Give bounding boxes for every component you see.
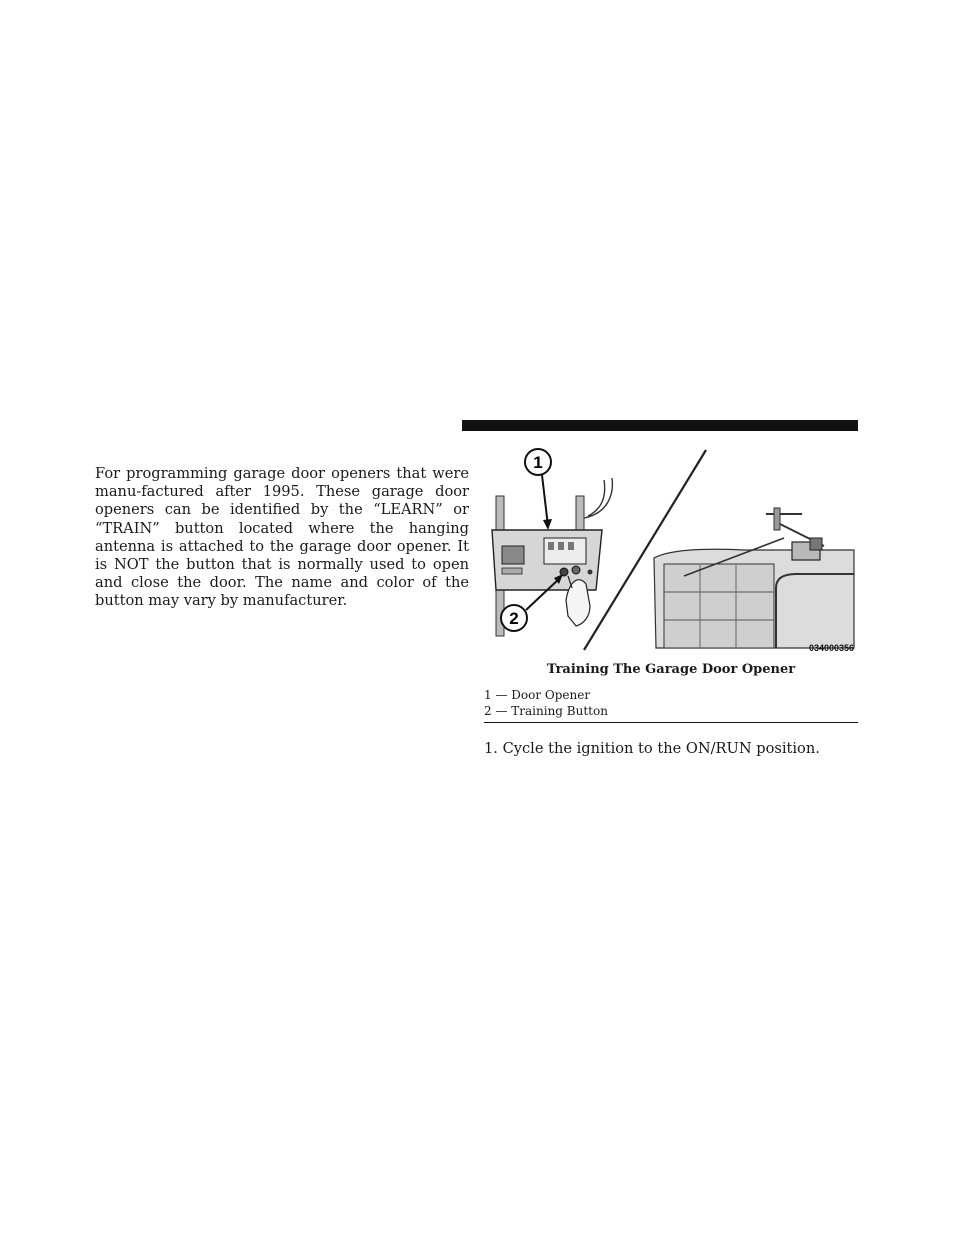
legend-item: 2 — Training Button	[484, 703, 608, 718]
legend-item: 1 — Door Opener	[484, 688, 591, 702]
svg-text:1: 1	[533, 453, 543, 472]
garage-opener-illustration	[484, 438, 858, 656]
intro-text-column	[95, 465, 469, 611]
garage-interior	[654, 508, 854, 653]
step-1: 1. Cycle the ignition to the ON/RUN position.	[484, 740, 820, 757]
image-code: 034000356	[808, 643, 854, 653]
intro-paragraph: For programming garage door openers that were manu-factured after 1995. These garage door openers can be identified by the “LEARN” or “TRAIN” button located where the hanging antenna is attached to the garage door opener. It is NOT the button that is normally used to open and close the door. The name and color of the button may vary by manufacturer.	[95, 465, 469, 610]
figure-caption: Training The Garage Door Opener	[546, 662, 796, 677]
callout-1	[525, 449, 552, 530]
figure-bottom-rule	[484, 722, 858, 723]
svg-text:2: 2	[509, 609, 519, 628]
figure-legend	[484, 688, 858, 719]
section-top-rule	[462, 420, 858, 431]
